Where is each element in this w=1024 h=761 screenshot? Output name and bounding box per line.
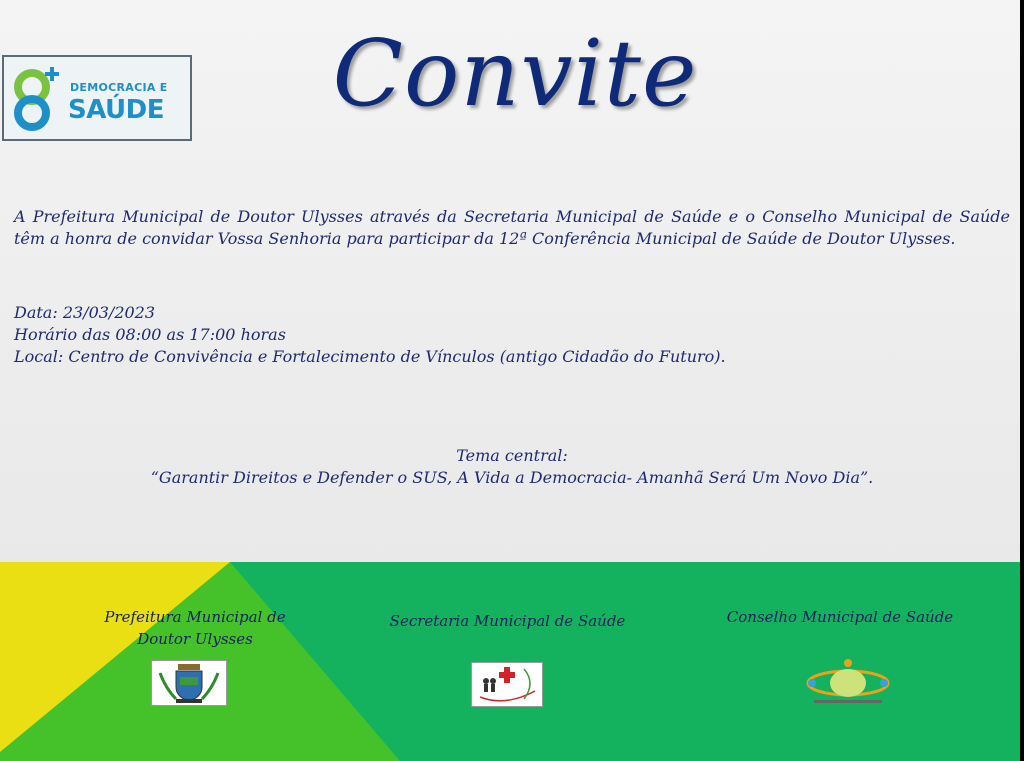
event-info <box>14 302 726 368</box>
secretaria-saude-icon <box>472 663 542 706</box>
event-date: Data: 23/03/2023 <box>14 303 156 322</box>
event-time: Horário das 08:00 as 17:00 horas <box>14 325 286 344</box>
footer-prefeitura-line2: Doutor Ulysses <box>137 630 253 648</box>
footer-conselho: Conselho Municipal de Saúde <box>726 608 954 626</box>
logo-text-saude: SAÚDE <box>68 95 165 125</box>
conselho-logo <box>800 657 896 707</box>
footer-prefeitura <box>80 606 310 650</box>
conselho-saude-icon <box>800 657 896 707</box>
secretaria-logo <box>471 662 543 707</box>
theme-label: Tema central: <box>456 446 568 465</box>
democracia-saude-logo <box>2 55 192 141</box>
event-location: Local: Centro de Convivência e Fortalecimento de Vínculos (antigo Cidadão do Futuro). <box>14 347 726 366</box>
footer-banner <box>0 562 1020 761</box>
footer-prefeitura-line1: Prefeitura Municipal de <box>104 608 286 626</box>
democracia-saude-logo-icon <box>10 65 68 133</box>
footer-secretaria: Secretaria Municipal de Saúde <box>389 612 626 630</box>
coat-of-arms-icon <box>152 661 226 705</box>
logo-text-democracia: DEMOCRACIA E <box>70 81 168 94</box>
prefeitura-coat-of-arms <box>151 660 227 706</box>
page-title: Convite <box>332 20 698 127</box>
theme-quote: “Garantir Direitos e Defender o SUS, A Vida a Democracia- Amanhã Será Um Novo Dia”. <box>150 468 874 487</box>
invitation-paragraph: A Prefeitura Municipal de Doutor Ulysses através da Secretaria Municipal de Saúde e o Conselho Municipal de Saúde têm a honra de convidar Vossa Senhoria para participar da 12ª Conferência Municipal de Saúde de Doutor Ulysses. <box>14 207 1010 248</box>
